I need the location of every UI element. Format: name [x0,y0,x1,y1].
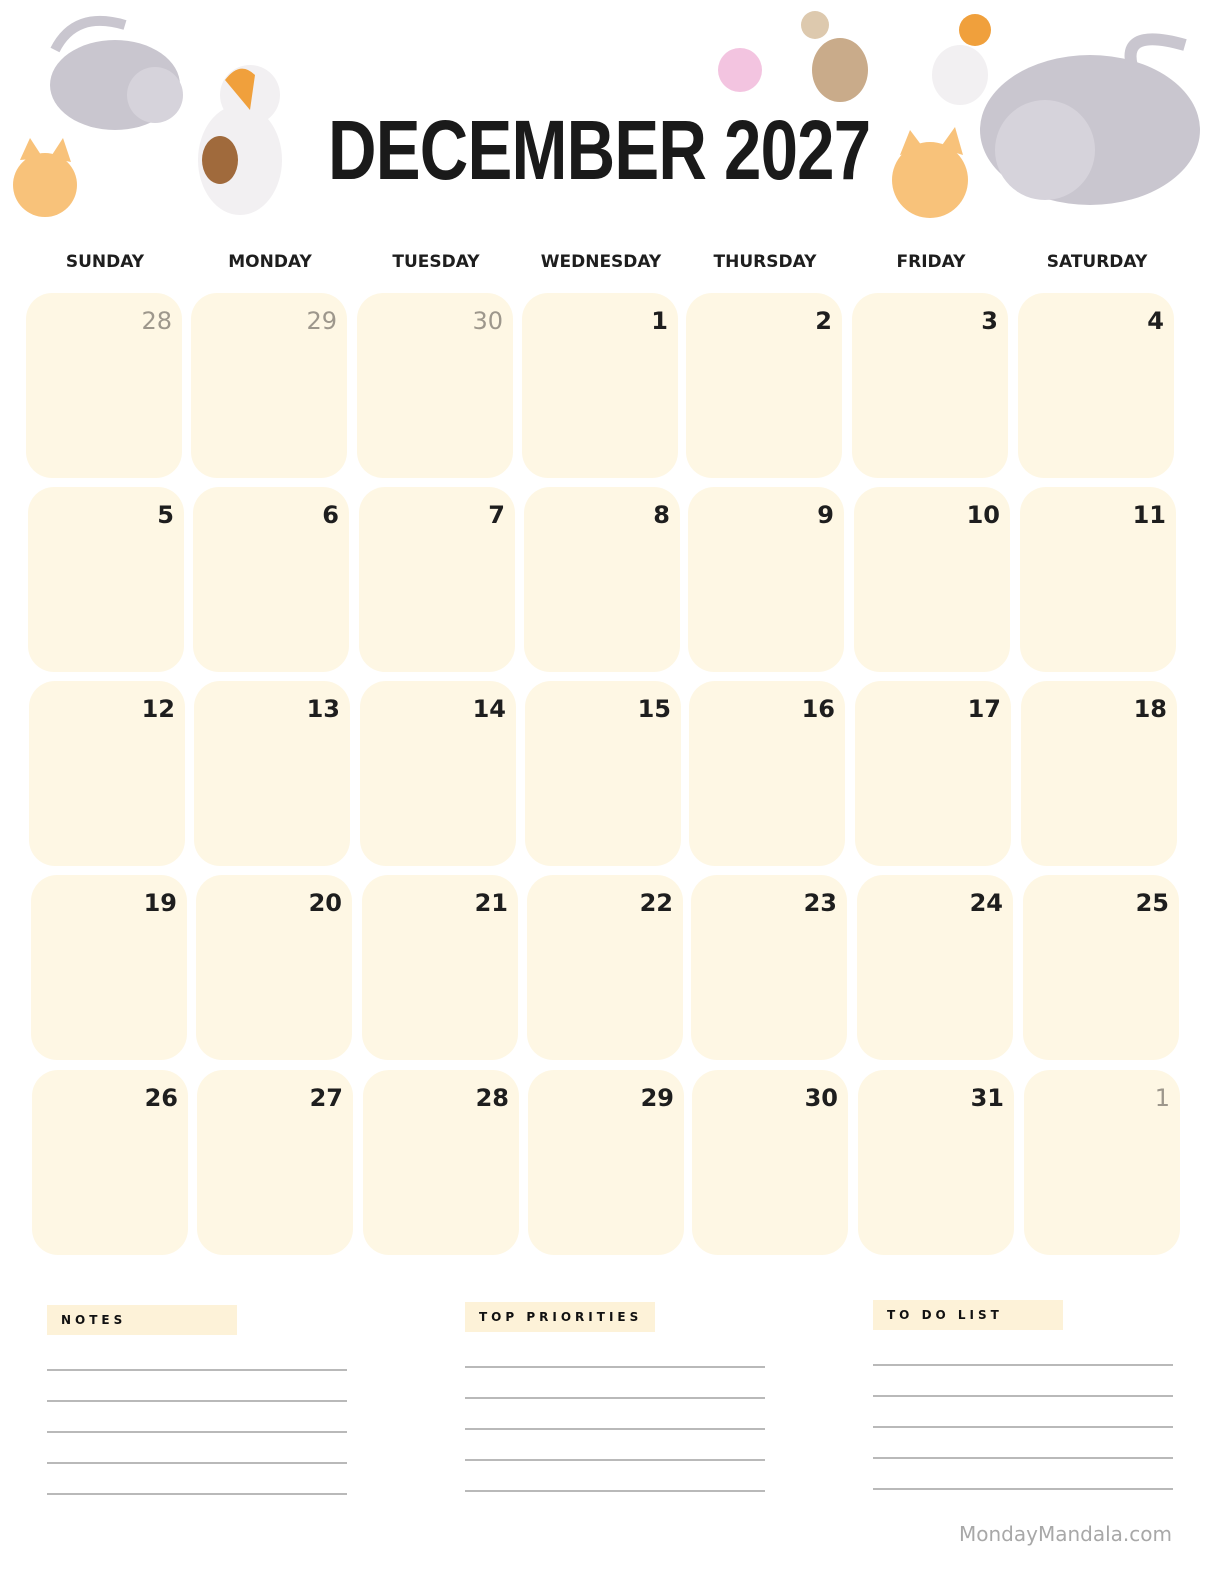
day-number: 30 [472,307,503,335]
day-number: 19 [143,889,177,917]
day-number: 15 [637,695,671,723]
weekday-friday: FRIDAY [896,252,966,272]
writing-line[interactable] [873,1426,1173,1428]
day-number: 13 [306,695,340,723]
day-cell[interactable] [28,487,184,672]
day-cell[interactable] [688,487,844,672]
notes-label: NOTES [47,1305,237,1335]
day-number: 17 [967,695,1001,723]
day-number: 8 [653,501,670,529]
day-cell[interactable] [527,875,683,1060]
writing-line[interactable] [47,1431,347,1433]
day-cell[interactable] [32,1070,188,1255]
writing-line[interactable] [47,1493,347,1495]
day-number: 2 [815,307,832,335]
day-cell[interactable] [686,293,842,478]
writing-line[interactable] [873,1395,1173,1397]
day-cell[interactable] [359,487,515,672]
day-cell[interactable] [31,875,187,1060]
day-number: 24 [969,889,1003,917]
day-number: 4 [1147,307,1164,335]
day-cell[interactable] [357,293,513,478]
day-cell[interactable] [194,681,350,866]
day-cell[interactable] [524,487,680,672]
day-cell[interactable] [362,875,518,1060]
day-cell[interactable] [525,681,681,866]
day-cell[interactable] [857,875,1013,1060]
day-number: 25 [1135,889,1169,917]
day-number: 14 [472,695,506,723]
day-number: 18 [1133,695,1167,723]
day-cell[interactable] [1021,681,1177,866]
day-number: 29 [306,307,337,335]
day-number: 1 [651,307,668,335]
day-cell[interactable] [197,1070,353,1255]
day-number: 12 [141,695,175,723]
day-cell[interactable] [858,1070,1014,1255]
day-cell[interactable] [852,293,1008,478]
weekday-tuesday: TUESDAY [392,252,480,272]
cats-left-illustration [5,10,305,220]
to-do-list-label: TO DO LIST [873,1300,1063,1330]
day-cell[interactable] [689,681,845,866]
day-cell[interactable] [855,681,1011,866]
day-number: 9 [817,501,834,529]
writing-line[interactable] [47,1369,347,1371]
day-cell[interactable] [360,681,516,866]
day-number: 3 [981,307,998,335]
weekday-sunday: SUNDAY [65,252,145,272]
day-cell[interactable] [363,1070,519,1255]
day-cell[interactable] [191,293,347,478]
writing-line[interactable] [465,1428,765,1430]
writing-line[interactable] [873,1488,1173,1490]
day-cell[interactable] [1020,487,1176,672]
day-number: 1 [1154,1084,1170,1112]
day-number: 28 [475,1084,509,1112]
day-number: 21 [474,889,508,917]
day-cell[interactable] [193,487,349,672]
month-title: DECEMBER 2027 [328,103,871,197]
day-number: 20 [308,889,342,917]
top-priorities-label: TOP PRIORITIES [465,1302,655,1332]
day-cell[interactable] [854,487,1010,672]
day-number: 7 [488,501,505,529]
weekday-saturday: SATURDAY [1046,252,1148,272]
day-number: 28 [141,307,172,335]
day-cell[interactable] [1018,293,1174,478]
day-number: 29 [640,1084,674,1112]
writing-line[interactable] [465,1459,765,1461]
writing-line[interactable] [465,1366,765,1368]
day-number: 11 [1132,501,1166,529]
writing-line[interactable] [47,1462,347,1464]
day-number: 26 [144,1084,178,1112]
day-cell[interactable] [522,293,678,478]
day-number: 23 [803,889,837,917]
day-number: 30 [804,1084,838,1112]
writing-line[interactable] [873,1364,1173,1366]
day-cell[interactable] [1024,1070,1180,1255]
day-cell[interactable] [196,875,352,1060]
day-cell[interactable] [691,875,847,1060]
day-number: 31 [970,1084,1004,1112]
day-number: 22 [639,889,673,917]
writing-line[interactable] [465,1490,765,1492]
day-cell[interactable] [1023,875,1179,1060]
weekday-wednesday: WEDNESDAY [540,252,662,272]
weekday-thursday: THURSDAY [713,252,817,272]
day-cell[interactable] [26,293,182,478]
writing-line[interactable] [465,1397,765,1399]
writing-line[interactable] [873,1457,1173,1459]
day-number: 27 [309,1084,343,1112]
day-number: 16 [801,695,835,723]
footer-brand: MondayMandala.com [959,1522,1172,1546]
writing-line[interactable] [47,1400,347,1402]
weekday-monday: MONDAY [228,252,312,272]
day-cell[interactable] [692,1070,848,1255]
day-cell[interactable] [29,681,185,866]
day-cell[interactable] [528,1070,684,1255]
day-number: 5 [157,501,174,529]
day-number: 10 [966,501,1000,529]
day-number: 6 [322,501,339,529]
